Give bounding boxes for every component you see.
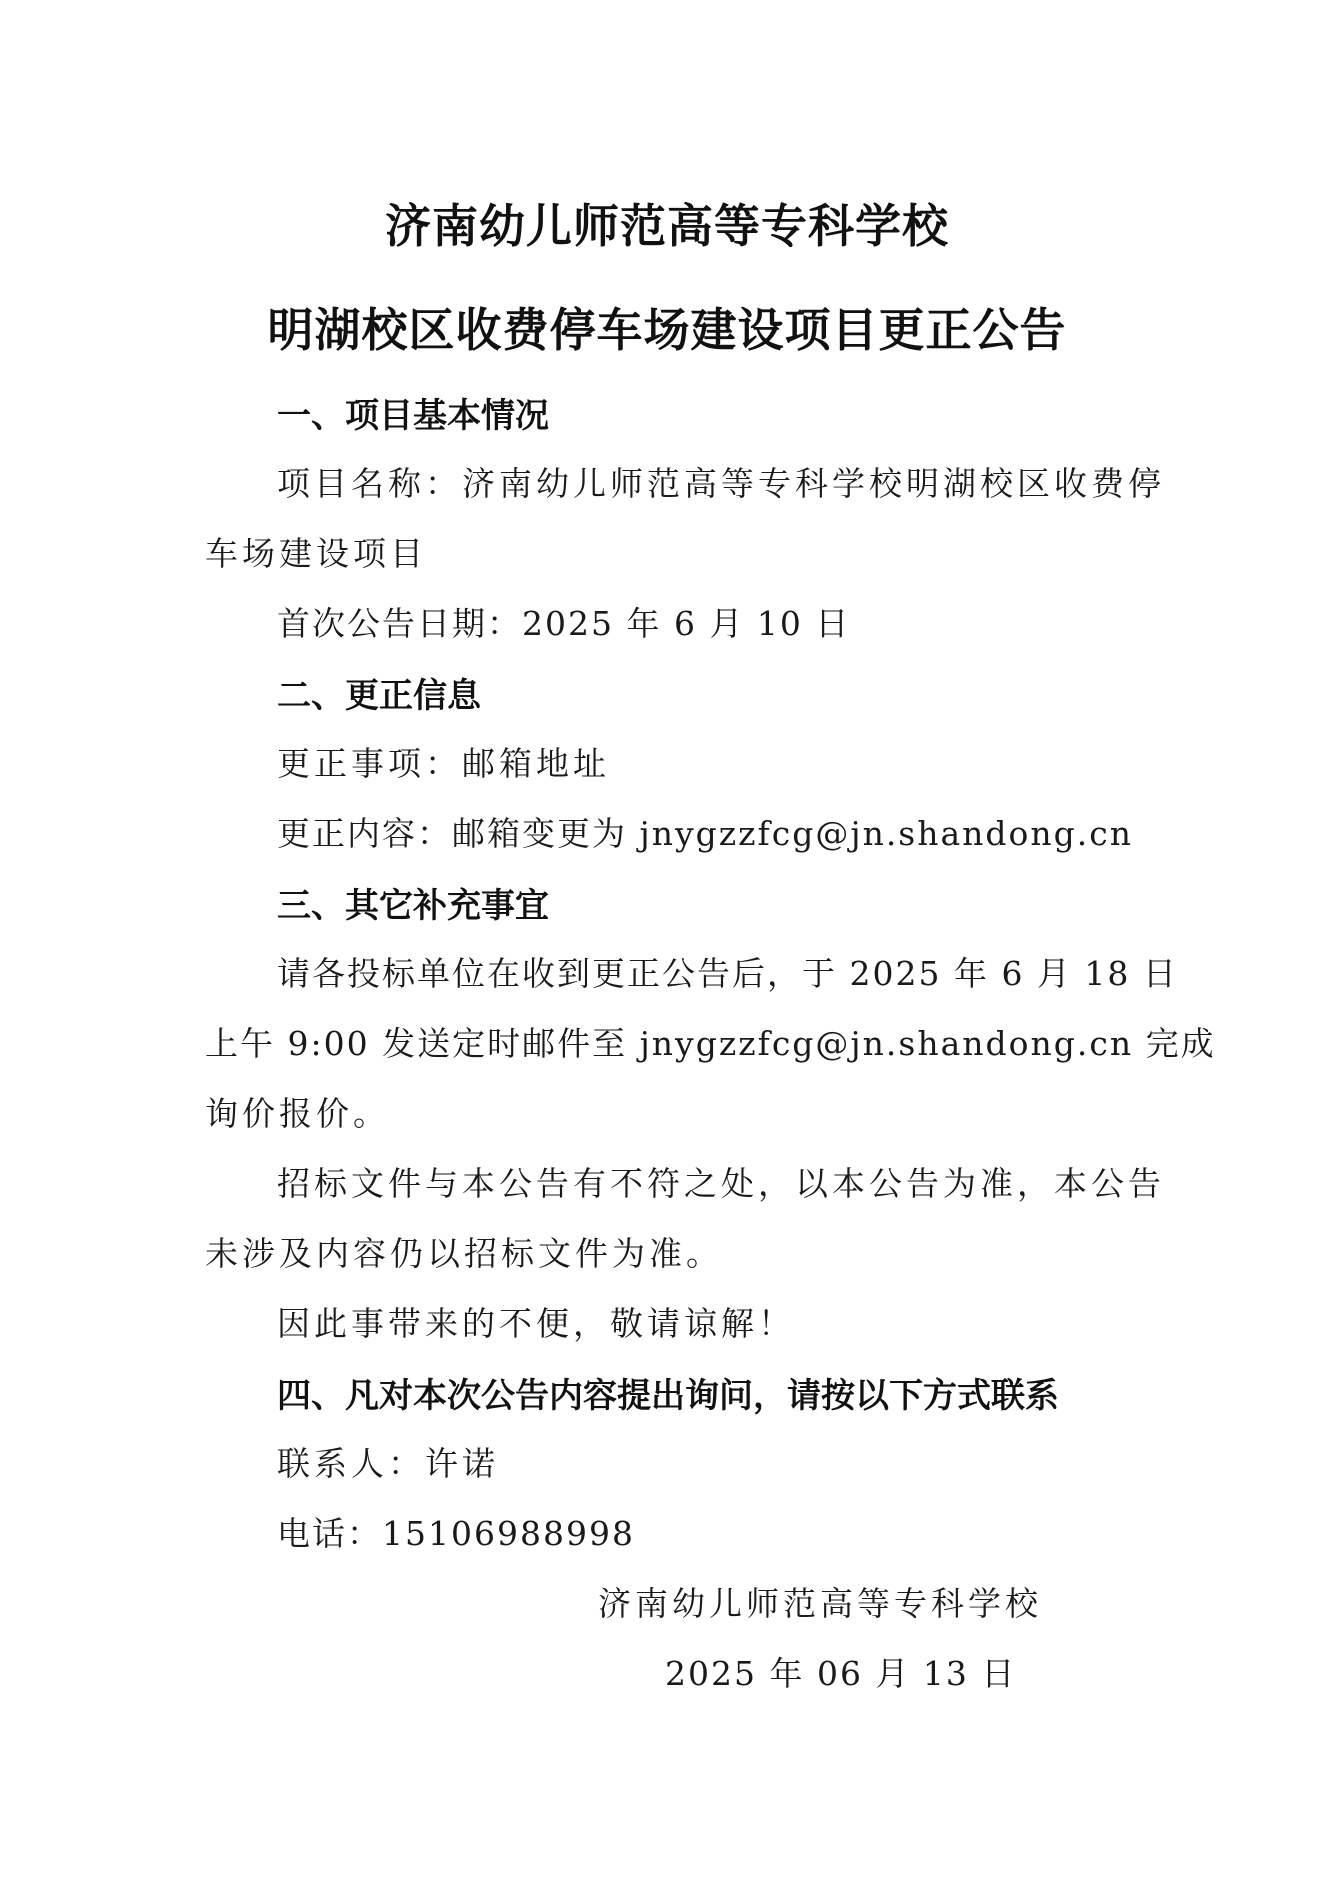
correction-item: 更正事项：邮箱地址 [277,744,610,783]
correction-content: 更正内容：邮箱变更为 jnygzzfcg@jn.shandong.cn [277,814,1134,853]
project-name-line2: 车场建设项目 [205,534,427,573]
section4-heading: 四、凡对本次公告内容提出询问，请按以下方式联系 [277,1376,1059,1416]
supplement-para1-line2: 上午 9:00 发送定时邮件至 jnygzzfcg@jn.shandong.cn 完成 [205,1024,1216,1063]
supplement-para3: 因此事带来的不便，敬请谅解！ [277,1304,795,1343]
document-title-line1: 济南幼儿师范高等专科学校 [385,199,949,253]
supplement-para1-line3: 询价报价。 [205,1094,390,1133]
document-title-line2: 明湖校区收费停车场建设项目更正公告 [267,303,1067,357]
project-name-line1: 项目名称：济南幼儿师范高等专科学校明湖校区收费停 [277,464,1165,503]
contact-person: 联系人：许诺 [277,1444,499,1483]
section2-heading: 二、更正信息 [277,676,481,716]
section3-heading: 三、其它补充事宜 [277,886,549,926]
signature-organization: 济南幼儿师范高等专科学校 [598,1584,1042,1623]
signature-date: 2025 年 06 月 13 日 [665,1654,1017,1693]
supplement-para2-line2: 未涉及内容仍以招标文件为准。 [205,1234,723,1273]
section1-heading: 一、项目基本情况 [277,396,549,436]
contact-phone: 电话：15106988998 [277,1514,635,1553]
first-notice-date: 首次公告日期：2025 年 6 月 10 日 [277,604,851,643]
supplement-para1-line1: 请各投标单位在收到更正公告后，于 2025 年 6 月 18 日 [277,954,1178,993]
supplement-para2-line1: 招标文件与本公告有不符之处，以本公告为准，本公告 [277,1164,1165,1203]
